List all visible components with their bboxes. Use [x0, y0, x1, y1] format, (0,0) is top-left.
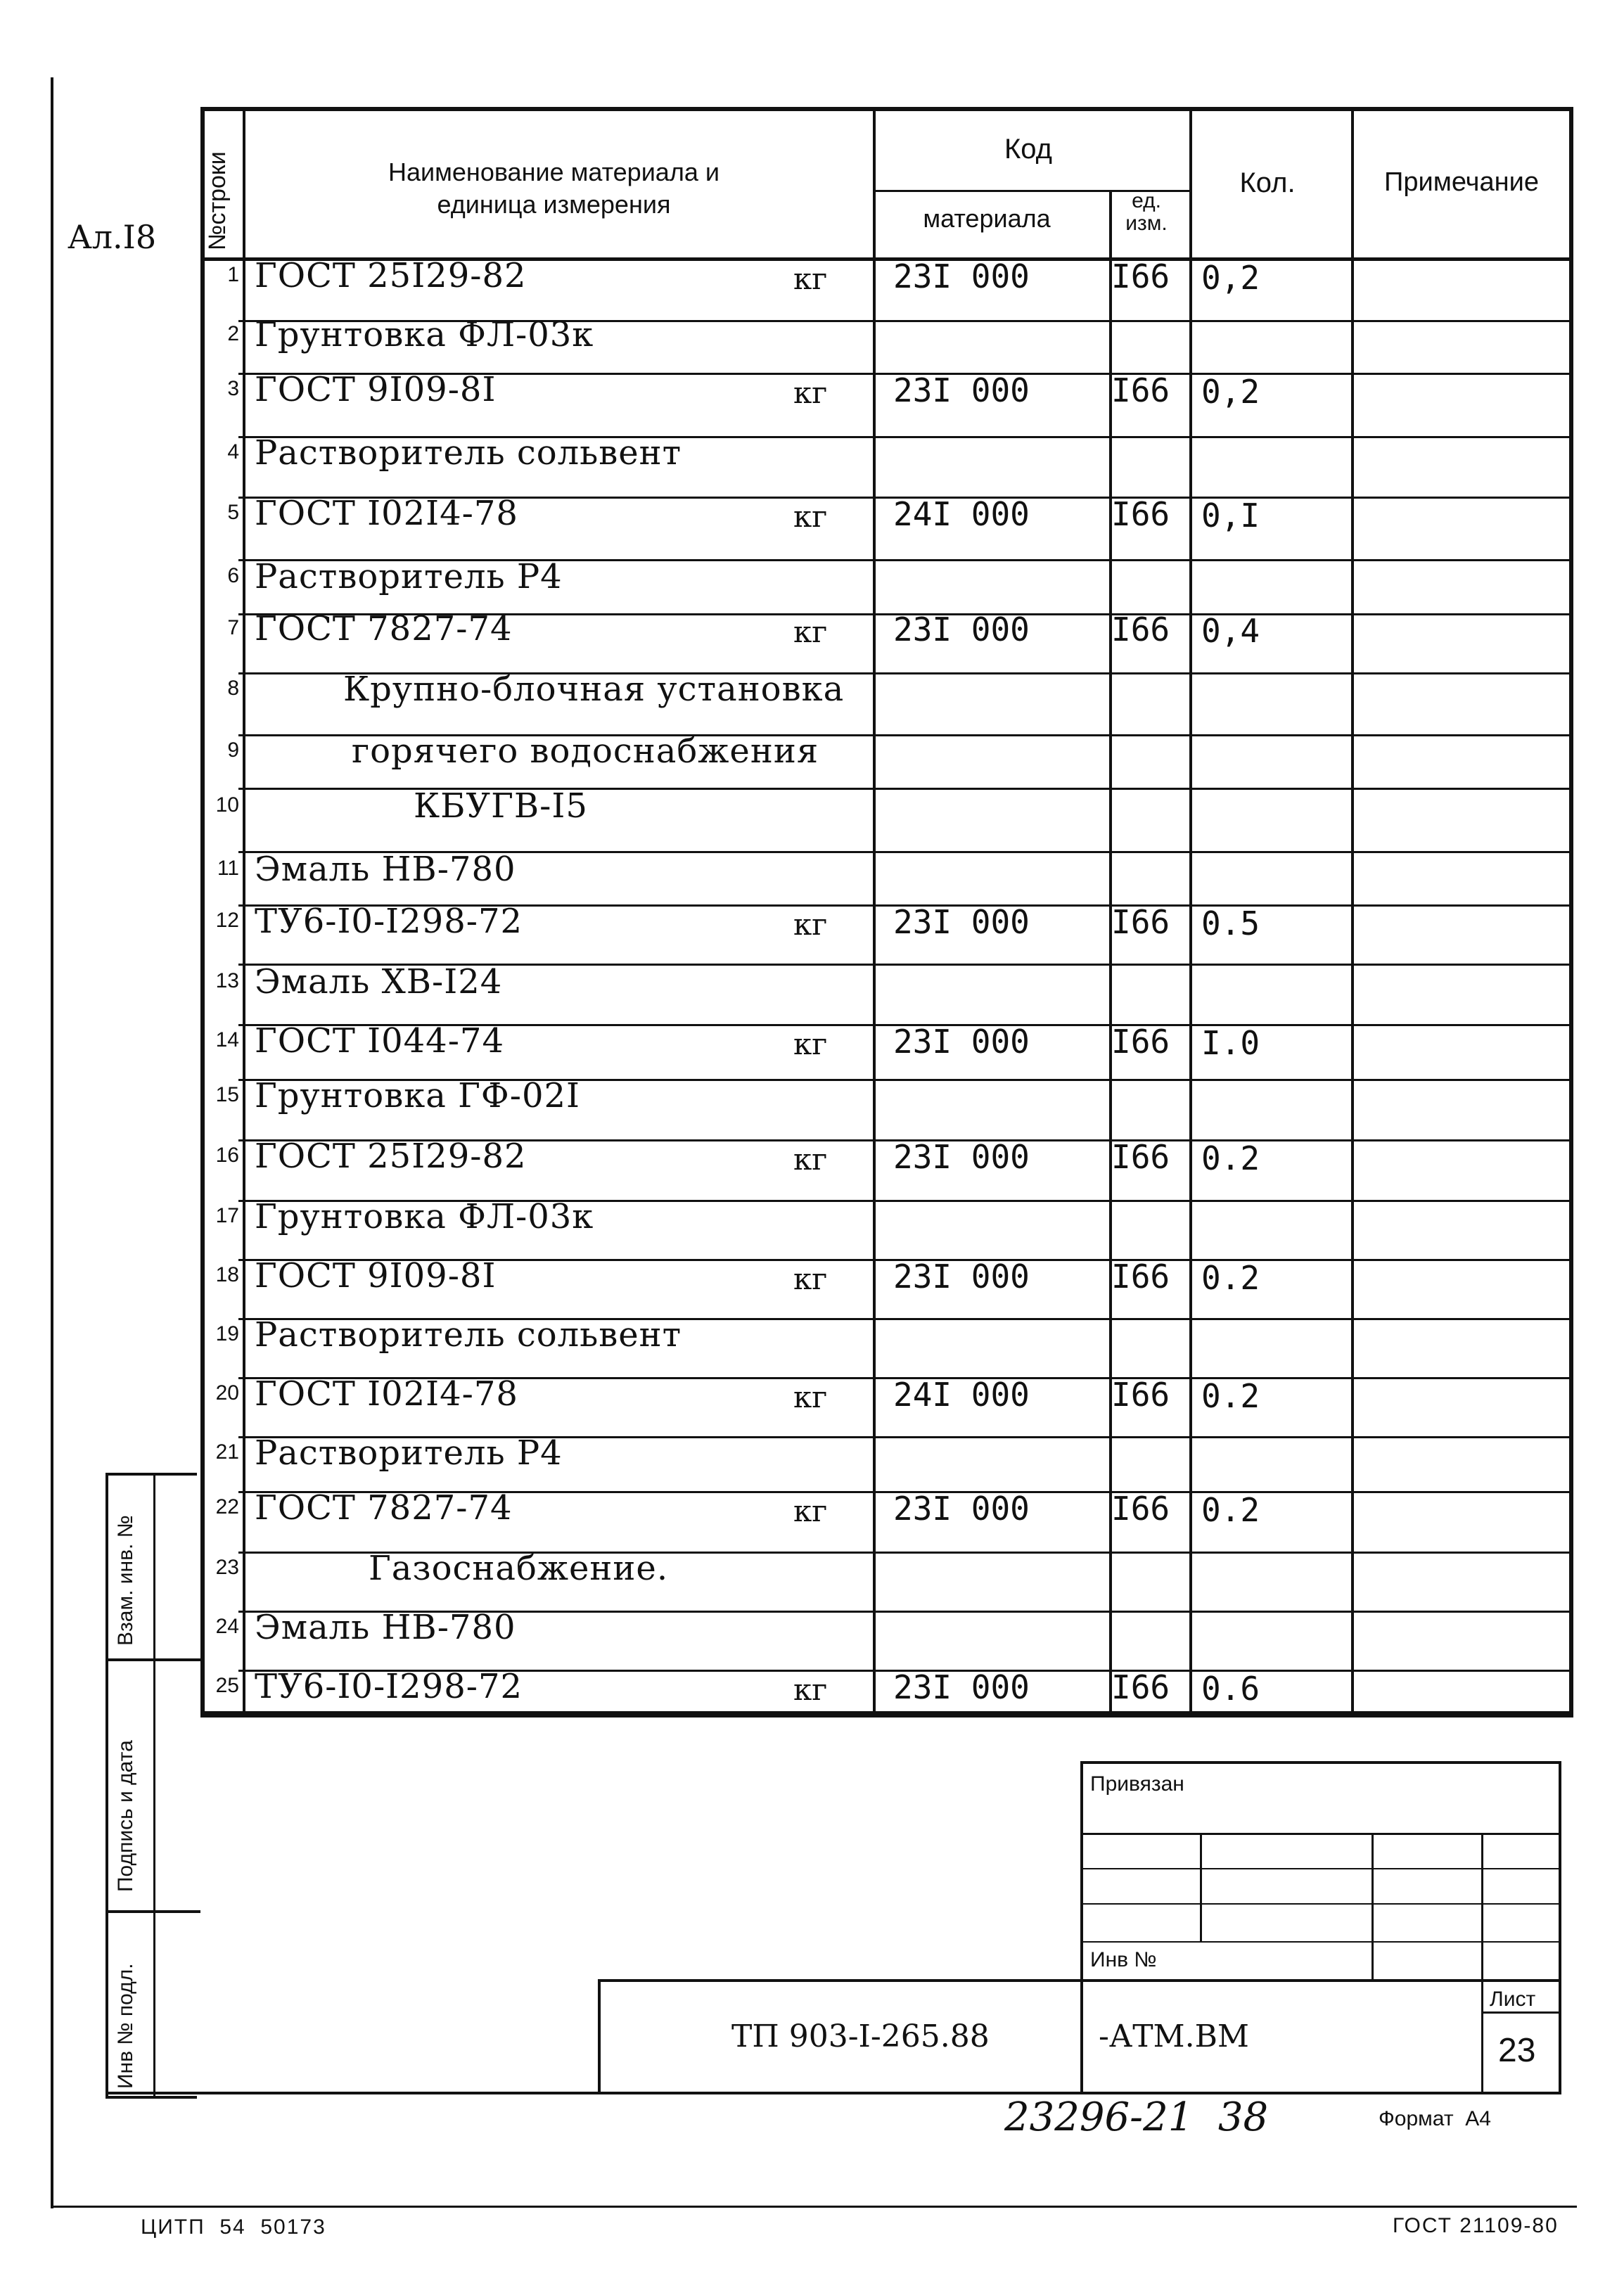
row-25-row-number: 25 [215, 1674, 239, 1697]
row-12-unit-code: I66 [1111, 903, 1170, 941]
row-5-row-number: 5 [227, 501, 239, 524]
row-5-material-name: ГОСТ I02I4-78 [255, 494, 518, 533]
row-12-unit-name: кг [793, 907, 828, 942]
row-16-unit-name: кг [793, 1142, 828, 1177]
col-line-unit [1109, 190, 1112, 1715]
inv-no-label: Инв № [1090, 1948, 1157, 1971]
side-stamp-inv-orig: Инв № подл. [114, 1963, 137, 2089]
header-name-line2: единица измерения [437, 190, 671, 219]
row-2-row-number: 2 [227, 322, 239, 345]
row-14-unit-name: кг [793, 1027, 828, 1061]
header-name-line1: Наименование материала и [388, 158, 720, 186]
row-18-material-code: 23I 000 [893, 1258, 1030, 1296]
side-stamp-col [153, 1473, 155, 2099]
header-material: материала [923, 204, 1051, 233]
row-22-material-name: ГОСТ 7827-74 [255, 1488, 513, 1528]
frame-left-line [51, 77, 53, 2208]
header-unit-line1: ед. [1132, 189, 1161, 212]
row-3-unit-name: кг [793, 376, 828, 410]
row-10-row-number: 10 [215, 793, 239, 817]
row-12-quantity: 0.5 [1201, 904, 1260, 942]
row-22-unit-code: I66 [1111, 1490, 1170, 1528]
row-4-row-number: 4 [227, 440, 239, 463]
row-5-material-code: 24I 000 [893, 495, 1030, 533]
row-1-unit-code: I66 [1111, 257, 1170, 295]
col-line-rownum [243, 111, 245, 1715]
row-1-row-number: 1 [227, 263, 239, 286]
row-7-unit-name: кг [793, 615, 828, 649]
row-14-quantity: I.0 [1201, 1024, 1260, 1062]
project-suffix: -АТМ.ВМ [1099, 2019, 1249, 2054]
row-11-material-name: Эмаль НВ-780 [255, 850, 516, 889]
row-13-material-name: Эмаль ХВ-I24 [255, 962, 503, 1002]
row-22-unit-name: кг [793, 1494, 828, 1528]
row-18-material-name: ГОСТ 9I09-8I [255, 1256, 497, 1296]
row-25-quantity: 0.6 [1201, 1670, 1260, 1708]
row-6-material-name: Растворитель Р4 [255, 557, 563, 596]
row-5-unit-code: I66 [1111, 495, 1170, 533]
row-20-unit-name: кг [793, 1380, 828, 1414]
side-stamp-sign-date: Подпись и дата [114, 1740, 137, 1892]
title-block-bottom [106, 2092, 1561, 2094]
row-20-unit-code: I66 [1111, 1376, 1170, 1414]
row-10-material-name: КБУГВ-I5 [414, 786, 588, 826]
row-24-row-number: 24 [215, 1615, 239, 1638]
row-25-material-code: 23I 000 [893, 1668, 1030, 1706]
row-14-row-number: 14 [215, 1028, 239, 1051]
row-1-unit-name: кг [793, 262, 828, 296]
title-col-2 [1372, 1833, 1374, 1979]
row-12-row-number: 12 [215, 909, 239, 932]
row-7-material-name: ГОСТ 7827-74 [255, 609, 513, 648]
row-22-row-number: 22 [215, 1495, 239, 1518]
row-3-unit-code: I66 [1111, 371, 1170, 409]
row-24-material-name: Эмаль НВ-780 [255, 1608, 516, 1647]
footer-right: ГОСТ 21109-80 [1393, 2214, 1559, 2237]
title-line-2 [1080, 1868, 1561, 1869]
row-3-material-name: ГОСТ 9I09-8I [255, 370, 497, 409]
header-row-number: №строки [204, 151, 231, 250]
row-14-material-name: ГОСТ I044-74 [255, 1021, 505, 1061]
handwritten-number: 23296-21 38 [1004, 2094, 1269, 2140]
header-code: Код [1004, 134, 1052, 165]
row-20-material-name: ГОСТ I02I4-78 [255, 1374, 518, 1414]
sheet-number: 23 [1498, 2032, 1536, 2069]
table-end-line [200, 1715, 1573, 1718]
row-21-row-number: 21 [215, 1440, 239, 1464]
side-stamp-split-1 [106, 1658, 200, 1661]
row-14-material-code: 23I 000 [893, 1023, 1030, 1061]
row-16-material-code: 23I 000 [893, 1138, 1030, 1176]
linked-label: Привязан [1090, 1772, 1184, 1796]
row-19-material-name: Растворитель сольвент [255, 1315, 682, 1355]
row-18-quantity: 0.2 [1201, 1259, 1260, 1297]
side-stamp-replace-inv: Взам. инв. № [114, 1515, 137, 1646]
row-25-unit-code: I66 [1111, 1668, 1170, 1706]
row-16-row-number: 16 [215, 1144, 239, 1167]
sheet-marker: Ал.I8 [68, 218, 157, 256]
sheet-label: Лист [1490, 1988, 1536, 2011]
header-note: Примечание [1384, 167, 1539, 197]
header-unit-line2: изм. [1125, 212, 1168, 235]
row-20-material-code: 24I 000 [893, 1376, 1030, 1414]
row-18-unit-name: кг [793, 1262, 828, 1296]
row-20-quantity: 0.2 [1201, 1377, 1260, 1415]
row-18-unit-code: I66 [1111, 1258, 1170, 1296]
format-label: Формат А4 [1379, 2107, 1491, 2130]
row-11-row-number: 11 [217, 857, 239, 880]
col-line-note [1351, 111, 1354, 1715]
row-12-material-name: ТУ6-I0-I298-72 [255, 902, 523, 941]
row-23-material-name: Газоснабжение. [369, 1549, 669, 1588]
row-2-material-name: Грунтовка ФЛ-03к [255, 315, 594, 354]
row-3-material-code: 23I 000 [893, 371, 1030, 409]
row-9-material-name: горячего водоснабжения [352, 731, 819, 771]
footer-left: ЦИТП 54 50173 [141, 2215, 326, 2239]
row-17-row-number: 17 [215, 1204, 239, 1227]
title-line-3 [1080, 1903, 1561, 1905]
title-col-1 [1200, 1833, 1202, 1941]
row-1-material-code: 23I 000 [893, 257, 1030, 295]
side-stamp-split-2 [106, 1910, 200, 1913]
row-22-quantity: 0.2 [1201, 1491, 1260, 1529]
row-7-unit-code: I66 [1111, 610, 1170, 648]
sheet-label-line [1481, 2011, 1561, 2014]
row-3-row-number: 3 [227, 377, 239, 400]
row-23-row-number: 23 [215, 1556, 239, 1579]
project-designation: ТП 903-I-265.88 [731, 2019, 990, 2054]
row-6-row-number: 6 [227, 564, 239, 587]
row-17-material-name: Грунтовка ФЛ-03к [255, 1197, 594, 1236]
row-22-material-code: 23I 000 [893, 1490, 1030, 1528]
row-20-row-number: 20 [215, 1381, 239, 1405]
title-line-4 [1080, 1941, 1561, 1943]
frame-bottom-line [51, 2206, 1577, 2208]
row-7-row-number: 7 [227, 616, 239, 639]
row-18-row-number: 18 [215, 1263, 239, 1286]
row-14-unit-code: I66 [1111, 1023, 1170, 1061]
title-line-1 [1080, 1833, 1561, 1835]
col-line-name [873, 111, 876, 1715]
row-25-material-name: ТУ6-I0-I298-72 [255, 1667, 523, 1706]
row-7-quantity: 0,4 [1201, 612, 1260, 650]
row-12-material-code: 23I 000 [893, 903, 1030, 941]
row-5-unit-name: кг [793, 499, 828, 534]
row-4-material-name: Растворитель сольвент [255, 433, 682, 473]
row-15-row-number: 15 [215, 1083, 239, 1106]
row-16-quantity: 0.2 [1201, 1139, 1260, 1177]
row-16-material-name: ГОСТ 25I29-82 [255, 1137, 527, 1176]
row-25-unit-name: кг [793, 1672, 828, 1707]
row-8-row-number: 8 [227, 677, 239, 700]
row-1-quantity: 0,2 [1201, 259, 1260, 297]
header-qty: Кол. [1239, 167, 1296, 198]
row-19-row-number: 19 [215, 1322, 239, 1345]
row-3-quantity: 0,2 [1201, 373, 1260, 411]
row-16-unit-code: I66 [1111, 1138, 1170, 1176]
row-15-material-name: Грунтовка ГФ-02I [255, 1076, 580, 1115]
col-line-qty [1189, 111, 1192, 1715]
row-7-material-code: 23I 000 [893, 610, 1030, 648]
row-9-row-number: 9 [227, 738, 239, 762]
row-1-material-name: ГОСТ 25I29-82 [255, 256, 527, 295]
row-21-material-name: Растворитель Р4 [255, 1433, 563, 1473]
row-5-quantity: 0,I [1201, 497, 1260, 535]
row-13-row-number: 13 [215, 969, 239, 992]
row-8-material-name: Крупно-блочная установка [343, 670, 845, 709]
